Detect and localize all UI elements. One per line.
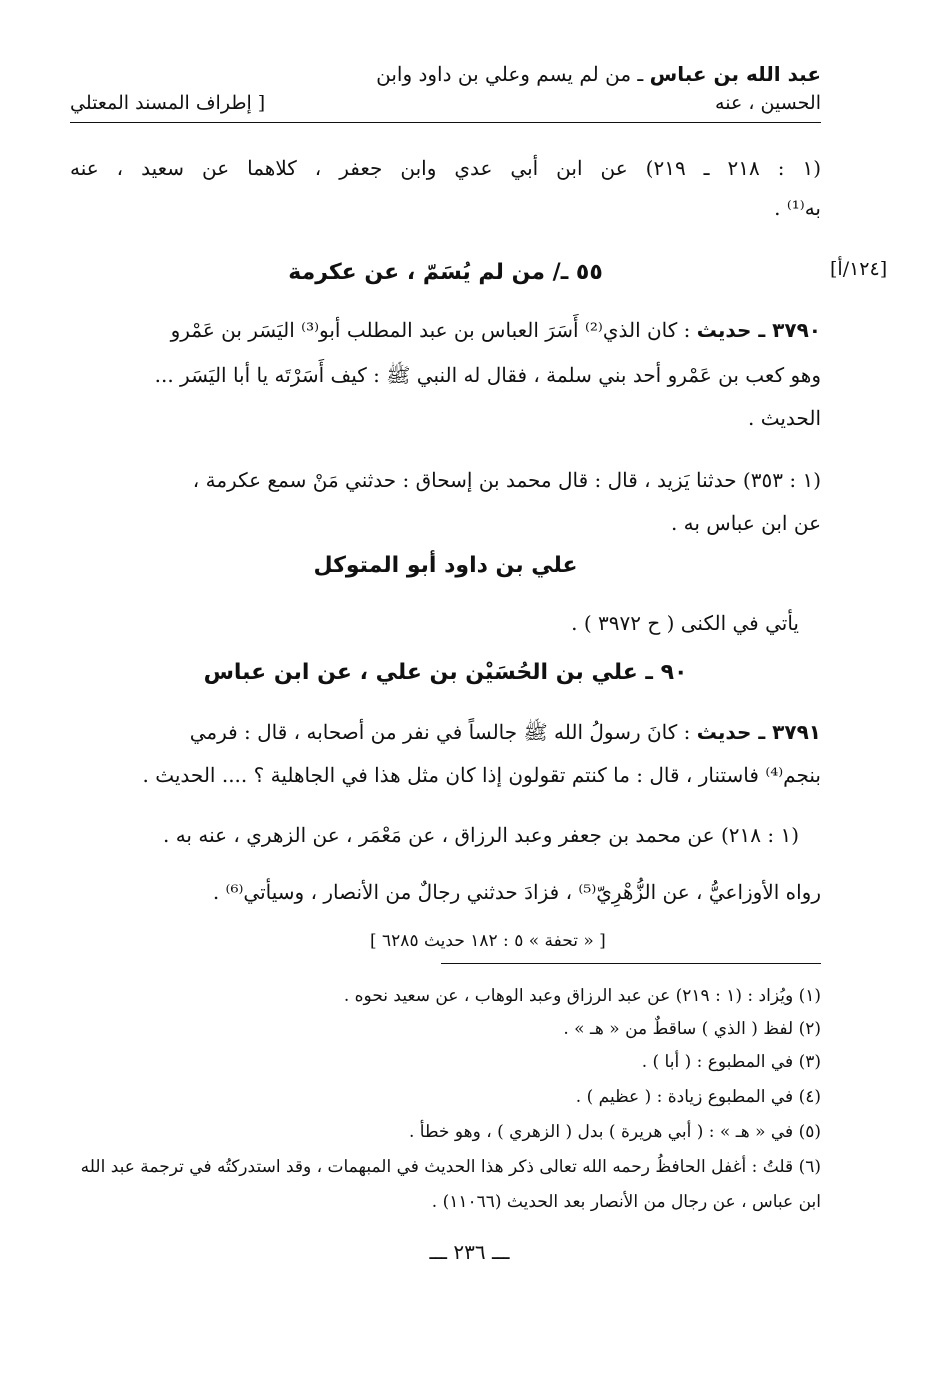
section-heading-ali-bin-dawud: علي بن داود أبو المتوكل [313, 553, 578, 578]
text-line: وهو كعب بن عَمْرو أحد بني سلمة ، فقال له النبي ﷺ : كيف أَسَرْتَه يا أبا اليَسَر ... [154, 363, 821, 387]
running-header-book-name: [ إطراف المسند المعتلي [70, 92, 266, 114]
header-title-bold: عبد الله بن عباس [649, 62, 821, 86]
page-number: ـــ ٢٣٦ ـــ [429, 1240, 510, 1264]
header-rule [70, 122, 821, 123]
footnote: (٤) في المطبوع زيادة : ( عظيم ) . [575, 1087, 821, 1107]
text-line: (١ : ٢١٨) عن محمد بن جعفر وعبد الرزاق ، عن مَعْمَر ، عن الزهري ، عنه به . [162, 823, 799, 847]
text-line: به⁽¹⁾ . [774, 196, 821, 220]
hadith-3791-text: : كانَ رسولُ الله ﷺ جالساً في نفر من أصحابه ، قال : فرمي [189, 720, 697, 744]
tuhfa-reference: [ « تحفة » ٥ : ١٨٢ حديث ٦٢٨٥ ] [370, 931, 606, 951]
hadith-3790-line1 [70, 320, 821, 340]
text-line: (١ : ٣٥٣) حدثنا يَزيد ، قال : قال محمد بن إسحاق : حدثني مَنْ سمع عكرمة ، [192, 468, 821, 492]
running-header-subtitle: الحسين ، عنه [715, 92, 821, 114]
text-line: بنجم⁽⁴⁾ فاستنار ، قال : ما كنتم تقولون إذا كان مثل هذا في الجاهلية ؟ .... الحديث . [142, 763, 821, 787]
footnote: (٦) قلتُ : أغفل الحافظُ رحمه الله تعالى ذكر هذا الحديث في المبهمات ، وقد استدركتُه في ترجمة عبد الله [80, 1157, 821, 1177]
hadith-3790-text: : كان الذي⁽²⁾ أَسَرَ العباس بن عبد المطلب أبو⁽³⁾ اليَسَر بن عَمْرو [170, 318, 697, 342]
header-title-rest: ـ من لم يسم وعلي بن داود وابن [376, 62, 650, 86]
footnote: (٢) لفظ ( الذي ) ساقطٌ من « هـ » . [563, 1019, 821, 1039]
hadith-3791-number: ٣٧٩١ ـ حديث [696, 720, 821, 744]
hadith-3791-line1 [70, 722, 821, 742]
footnote-continuation: ابن عباس ، عن رجال من الأنصار بعد الحديث (١١٠٦٦) . [431, 1192, 821, 1212]
hadith-3790-number: ٣٧٩٠ ـ حديث [696, 318, 821, 342]
footnote-rule [441, 963, 821, 964]
margin-folio-note: [١٢٤/أ] [830, 258, 888, 280]
text-line: عن ابن عباس به . [670, 511, 821, 535]
footnote: (٣) في المطبوع : ( أبا ) . [641, 1052, 821, 1072]
text-line: رواه الأوزاعيُّ ، عن الزُّهْرِيّ⁽⁵⁾ ، فزادَ حدثني رجالٌ من الأنصار ، وسيأتي⁽⁶⁾ . [212, 880, 821, 904]
text-line: (١ : ٢١٨ ـ ٢١٩) عن ابن أبي عدي وابن جعفر ، كلاهما عن سعيد ، عنه [70, 156, 822, 180]
text-line: يأتي في الكنى ( ح ٣٩٧٢ ) . [571, 611, 799, 635]
footnote: (٥) في « هـ » : ( أبي هريرة ) بدل ( الزهري ) ، وهو خطأ . [409, 1122, 821, 1142]
section-heading-55: ٥٥ ـ/ من لم يُسَمّ ، عن عكرمة [288, 260, 603, 285]
footnote: (١) ويُزاد : (١ : ٢١٩) عن عبد الرزاق وعبد الوهاب ، عن سعيد نحوه . [343, 986, 821, 1006]
running-header-title [376, 62, 821, 86]
text-line: الحديث . [748, 406, 821, 430]
section-heading-90: ٩٠ ـ علي بن الحُسَيْن بن علي ، عن ابن عباس [203, 660, 688, 685]
